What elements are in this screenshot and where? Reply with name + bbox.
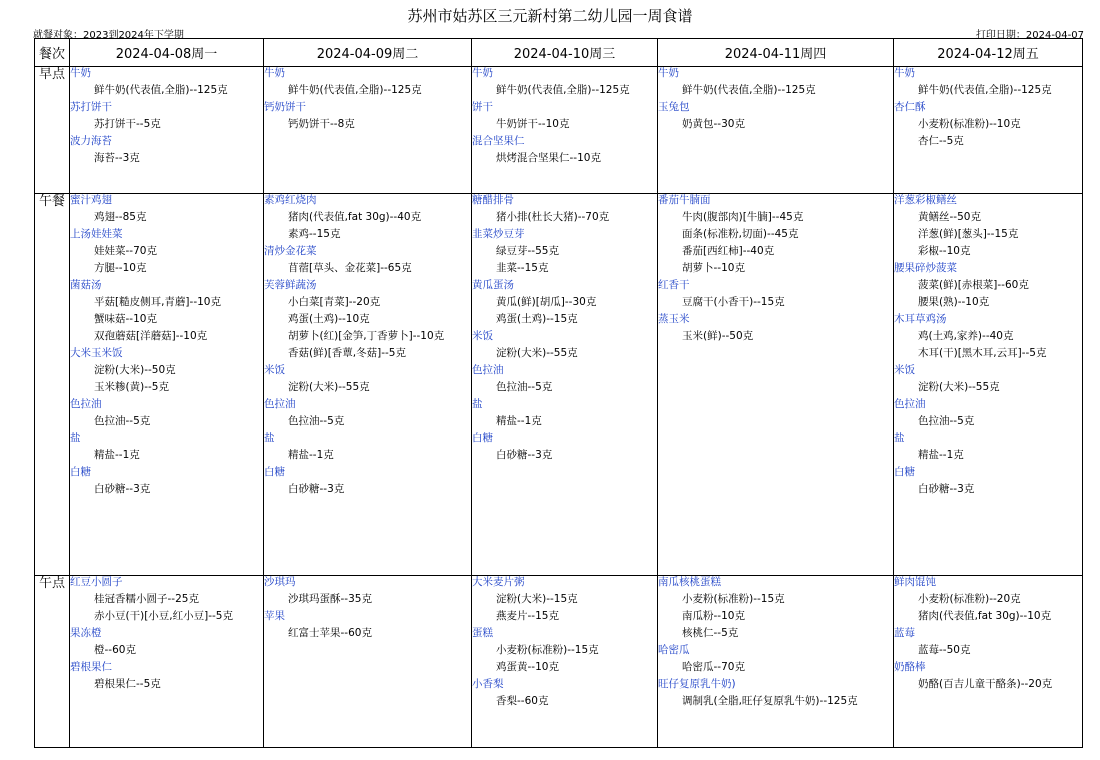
dish-item: [70, 135, 263, 165]
dish-item: [264, 432, 471, 462]
dish-name: 盐: [264, 432, 275, 444]
dish-name: 蓝莓: [894, 627, 915, 639]
dish-name: 洋葱彩椒鳝丝: [894, 194, 957, 206]
dish-name: 钙奶饼干: [264, 101, 306, 113]
dish-name: 杏仁酥: [894, 101, 926, 113]
dish-name: 白糖: [70, 466, 91, 478]
ingredient-line: 小麦粉(标准粉)--20克: [918, 593, 1021, 605]
menu-cell: [472, 194, 658, 576]
dish-name: 牛奶: [658, 67, 679, 79]
dish-name: 沙琪玛: [264, 576, 296, 588]
ingredient-line: 精盐--1克: [918, 449, 964, 461]
dish-name: 旺仔复原乳牛奶): [658, 678, 736, 690]
ingredient-line: 鲜牛奶(代表值,全脂)--125克: [682, 84, 816, 96]
ingredient-line: 香菇(鲜)[香蕈,冬菇]--5克: [288, 347, 406, 359]
dish-name: 苹果: [264, 610, 285, 622]
dish-name: 玉兔包: [658, 101, 690, 113]
dish-name: 大米玉米饭: [70, 347, 123, 359]
ingredient-line: 玉米(鲜)--50克: [682, 330, 754, 342]
dish-item: [70, 279, 263, 343]
meal-row: [35, 576, 1083, 748]
dish-item: [264, 279, 471, 360]
ingredient-line: 烘烤混合坚果仁--10克: [496, 152, 601, 164]
weekly-menu-table: [34, 38, 1083, 748]
dish-item: [70, 576, 263, 623]
ingredient-line: 平菇[糙皮侧耳,青蘑]--10克: [94, 296, 221, 308]
ingredient-line: 哈密瓜--70克: [682, 661, 745, 673]
day-header-fri: 2024-04-12周五: [894, 39, 1083, 67]
ingredient-line: 香梨--60克: [496, 695, 549, 707]
dish-name: 红香干: [658, 279, 690, 291]
dish-name: 鲜肉馄饨: [894, 576, 936, 588]
dish-name: 韭菜炒豆芽: [472, 228, 525, 240]
meal-name: 午餐: [35, 194, 70, 576]
dish-name: 素鸡红烧肉: [264, 194, 317, 206]
ingredient-line: 洋葱(鲜)[葱头]--15克: [918, 228, 1019, 240]
dish-name: 蜜汁鸡翅: [70, 194, 112, 206]
header-row: [35, 39, 1083, 67]
dish-item: [70, 347, 263, 394]
ingredient-line: 淀粉(大米)--50克: [94, 364, 176, 376]
ingredient-line: 蓝莓--50克: [918, 644, 971, 656]
ingredient-line: 木耳(干)[黑木耳,云耳]--5克: [918, 347, 1047, 359]
menu-cell: [894, 194, 1083, 576]
ingredient-line: 小麦粉(标准粉)--10克: [918, 118, 1021, 130]
print-date-label: 打印日期：2024-04-07: [975, 30, 1084, 41]
dish-item: [264, 364, 471, 394]
dish-name: 米饭: [894, 364, 915, 376]
ingredient-line: 娃娃菜--70克: [94, 245, 157, 257]
ingredient-line: 牛肉(腹部肉)[牛腩]--45克: [682, 211, 804, 223]
dish-name: 蛋糕: [472, 627, 493, 639]
menu-cell: [658, 67, 894, 194]
menu-cell: [70, 194, 264, 576]
day-header-thu: 2024-04-11周四: [658, 39, 894, 67]
ingredient-line: 沙琪玛蛋酥--35克: [288, 593, 372, 605]
menu-cell: [658, 194, 894, 576]
dish-item: [70, 67, 263, 97]
dish-name: 芙蓉鲜蔬汤: [264, 279, 317, 291]
dish-item: [70, 432, 263, 462]
ingredient-line: 苏打饼干--5克: [94, 118, 161, 130]
dish-item: [70, 627, 263, 657]
dish-item: [894, 466, 1082, 496]
dish-item: [264, 194, 471, 241]
dish-item: [472, 432, 657, 462]
dish-name: 米饭: [472, 330, 493, 342]
dish-name: 黄瓜蛋汤: [472, 279, 514, 291]
dish-item: [658, 279, 893, 309]
ingredient-line: 赤小豆(干)[小豆,红小豆]--5克: [94, 610, 233, 622]
meal-row: [35, 67, 1083, 194]
ingredient-line: 小麦粉(标准粉)--15克: [496, 644, 599, 656]
dish-name: 牛奶: [264, 67, 285, 79]
dish-name: 色拉油: [894, 398, 926, 410]
dish-name: 色拉油: [264, 398, 296, 410]
dish-name: 南瓜核桃蛋糕: [658, 576, 721, 588]
ingredient-line: 精盐--1克: [288, 449, 334, 461]
dish-item: [894, 661, 1082, 691]
dish-name: 果冻橙: [70, 627, 102, 639]
dish-name: 牛奶: [894, 67, 915, 79]
dish-item: [894, 101, 1082, 148]
dish-item: [658, 644, 893, 674]
dish-name: 清炒金花菜: [264, 245, 317, 257]
ingredient-line: 鸡(土鸡,家养)--40克: [918, 330, 1014, 342]
ingredient-line: 淀粉(大米)--55克: [288, 381, 370, 393]
ingredient-line: 桂冠香糯小圆子--25克: [94, 593, 199, 605]
ingredient-line: 鲜牛奶(代表值,全脂)--125克: [94, 84, 228, 96]
dish-name: 米饭: [264, 364, 285, 376]
dish-item: [472, 101, 657, 131]
day-header-wed: 2024-04-10周三: [472, 39, 658, 67]
ingredient-line: 绿豆芽--55克: [496, 245, 559, 257]
dish-name: 盐: [894, 432, 905, 444]
menu-cell: [70, 576, 264, 748]
ingredient-line: 面条(标准粉,切面)--45克: [682, 228, 799, 240]
dish-item: [264, 245, 471, 275]
dish-item: [472, 576, 657, 623]
dish-name: 饼干: [472, 101, 493, 113]
dish-name: 波力海苔: [70, 135, 112, 147]
dish-name: 碧根果仁: [70, 661, 112, 673]
dish-item: [472, 194, 657, 224]
ingredient-line: 黄鳝丝--50克: [918, 211, 981, 223]
dish-name: 白糖: [894, 466, 915, 478]
dish-item: [264, 576, 471, 606]
dish-name: 菌菇汤: [70, 279, 102, 291]
ingredient-line: 玉米糁(黄)--5克: [94, 381, 169, 393]
dish-item: [264, 101, 471, 131]
meal-name: 早点: [35, 67, 70, 194]
dish-name: 番茄牛腩面: [658, 194, 711, 206]
menu-cell: [472, 576, 658, 748]
dish-item: [70, 398, 263, 428]
meal-column-header: 餐次: [35, 39, 70, 67]
dish-item: [472, 279, 657, 326]
dish-item: [472, 330, 657, 360]
ingredient-line: 南瓜粉--10克: [682, 610, 745, 622]
dish-item: [264, 398, 471, 428]
dish-name: 白糖: [264, 466, 285, 478]
ingredient-line: 白砂糖--3克: [496, 449, 553, 461]
dish-item: [658, 678, 893, 708]
ingredient-line: 胡萝卜--10克: [682, 262, 745, 274]
dish-item: [264, 466, 471, 496]
dish-name: 小香梨: [472, 678, 504, 690]
ingredient-line: 鸡蛋(土鸡)--10克: [288, 313, 370, 325]
ingredient-line: 奶酪(百吉儿童干酪条)--20克: [918, 678, 1053, 690]
dish-name: 大米麦片粥: [472, 576, 525, 588]
dish-name: 红豆小圆子: [70, 576, 123, 588]
dish-name: 色拉油: [472, 364, 504, 376]
ingredient-line: 彩椒--10克: [918, 245, 971, 257]
dish-item: [70, 101, 263, 131]
dish-name: 腰果碎炒菠菜: [894, 262, 957, 274]
dish-name: 哈密瓜: [658, 644, 690, 656]
dish-name: 盐: [70, 432, 81, 444]
ingredient-line: 素鸡--15克: [288, 228, 341, 240]
dish-item: [472, 67, 657, 97]
dish-item: [894, 194, 1082, 258]
dish-item: [70, 194, 263, 224]
dish-item: [658, 67, 893, 97]
ingredient-line: 鲜牛奶(代表值,全脂)--125克: [288, 84, 422, 96]
dish-name: 蒸玉米: [658, 313, 690, 325]
ingredient-line: 红富士苹果--60克: [288, 627, 372, 639]
dish-item: [894, 313, 1082, 360]
ingredient-line: 淀粉(大米)--55克: [918, 381, 1000, 393]
menu-cell: [264, 67, 472, 194]
dish-name: 苏打饼干: [70, 101, 112, 113]
dish-name: 混合坚果仁: [472, 135, 525, 147]
ingredient-line: 色拉油--5克: [94, 415, 151, 427]
dining-target-label: 就餐对象：2023到2024年下学期: [33, 30, 184, 41]
ingredient-line: 橙--60克: [94, 644, 136, 656]
ingredient-line: 精盐--1克: [94, 449, 140, 461]
dish-item: [472, 135, 657, 165]
ingredient-line: 猪肉(代表值,fat 30g)--40克: [288, 211, 422, 223]
dish-name: 盐: [472, 398, 483, 410]
ingredient-line: 色拉油--5克: [918, 415, 975, 427]
dish-item: [894, 262, 1082, 309]
dish-item: [472, 364, 657, 394]
ingredient-line: 鲜牛奶(代表值,全脂)--125克: [496, 84, 630, 96]
ingredient-line: 色拉油--5克: [288, 415, 345, 427]
dish-item: [894, 627, 1082, 657]
ingredient-line: 白砂糖--3克: [918, 483, 975, 495]
dish-item: [658, 101, 893, 131]
dish-item: [472, 627, 657, 674]
ingredient-line: 小麦粉(标准粉)--15克: [682, 593, 785, 605]
ingredient-line: 钙奶饼干--8克: [288, 118, 355, 130]
ingredient-line: 鸡翅--85克: [94, 211, 147, 223]
ingredient-line: 菠菜(鲜)[赤根菜]--60克: [918, 279, 1029, 291]
ingredient-line: 胡萝卜(红)[金笋,丁香萝卜]--10克: [288, 330, 445, 342]
ingredient-line: 淀粉(大米)--15克: [496, 593, 578, 605]
dish-item: [472, 228, 657, 275]
ingredient-line: 牛奶饼干--10克: [496, 118, 570, 130]
dish-item: [894, 432, 1082, 462]
dish-name: 上汤娃娃菜: [70, 228, 123, 240]
ingredient-line: 苜蓿[草头、金花菜]--65克: [288, 262, 412, 274]
ingredient-line: 淀粉(大米)--55克: [496, 347, 578, 359]
ingredient-line: 猪小排(杜长大猪)--70克: [496, 211, 610, 223]
ingredient-line: 猪肉(代表值,fat 30g)--10克: [918, 610, 1052, 622]
ingredient-line: 腰果(熟)--10克: [918, 296, 990, 308]
dish-item: [472, 678, 657, 708]
ingredient-line: 黄瓜(鲜)[胡瓜]--30克: [496, 296, 597, 308]
menu-cell: [658, 576, 894, 748]
dish-name: 色拉油: [70, 398, 102, 410]
dish-name: 木耳草鸡汤: [894, 313, 947, 325]
ingredient-line: 燕麦片--15克: [496, 610, 559, 622]
ingredient-line: 精盐--1克: [496, 415, 542, 427]
meal-name: 午点: [35, 576, 70, 748]
day-header-tue: 2024-04-09周二: [264, 39, 472, 67]
dish-item: [70, 466, 263, 496]
ingredient-line: 方腿--10克: [94, 262, 147, 274]
dish-item: [264, 610, 471, 640]
dish-item: [894, 364, 1082, 394]
day-header-mon: 2024-04-08周一: [70, 39, 264, 67]
ingredient-line: 蟹味菇--10克: [94, 313, 157, 325]
dish-item: [658, 313, 893, 343]
ingredient-line: 色拉油--5克: [496, 381, 553, 393]
dish-name: 糖醋排骨: [472, 194, 514, 206]
ingredient-line: 白砂糖--3克: [288, 483, 345, 495]
dish-item: [70, 228, 263, 275]
dish-item: [894, 67, 1082, 97]
ingredient-line: 奶黄包--30克: [682, 118, 745, 130]
ingredient-line: 豆腐干(小香干)--15克: [682, 296, 785, 308]
menu-cell: [70, 67, 264, 194]
menu-cell: [894, 576, 1083, 748]
menu-cell: [894, 67, 1083, 194]
page-title: 苏州市姑苏区三元新村第二幼儿园一周食谱: [407, 7, 693, 25]
ingredient-line: 调制乳(全脂,旺仔复原乳牛奶)--125克: [682, 695, 858, 707]
ingredient-line: 海苔--3克: [94, 152, 140, 164]
dish-item: [658, 576, 893, 640]
ingredient-line: 核桃仁--5克: [682, 627, 739, 639]
ingredient-line: 番茄[西红柿]--40克: [682, 245, 775, 257]
dish-name: 奶酪棒: [894, 661, 926, 673]
dish-name: 牛奶: [70, 67, 91, 79]
dish-item: [472, 398, 657, 428]
menu-cell: [264, 576, 472, 748]
menu-cell: [472, 67, 658, 194]
dish-item: [264, 67, 471, 97]
ingredient-line: 鸡蛋(土鸡)--15克: [496, 313, 578, 325]
ingredient-line: 小白菜[青菜]--20克: [288, 296, 381, 308]
ingredient-line: 鸡蛋黄--10克: [496, 661, 559, 673]
menu-cell: [264, 194, 472, 576]
dish-item: [70, 661, 263, 691]
ingredient-line: 杏仁--5克: [918, 135, 964, 147]
ingredient-line: 韭菜--15克: [496, 262, 549, 274]
ingredient-line: 鲜牛奶(代表值,全脂)--125克: [918, 84, 1052, 96]
dish-item: [894, 576, 1082, 623]
ingredient-line: 双孢蘑菇[洋蘑菇]--10克: [94, 330, 208, 342]
meal-row: [35, 194, 1083, 576]
ingredient-line: 白砂糖--3克: [94, 483, 151, 495]
dish-name: 白糖: [472, 432, 493, 444]
ingredient-line: 碧根果仁--5克: [94, 678, 161, 690]
dish-item: [658, 194, 893, 275]
dish-name: 牛奶: [472, 67, 493, 79]
dish-item: [894, 398, 1082, 428]
